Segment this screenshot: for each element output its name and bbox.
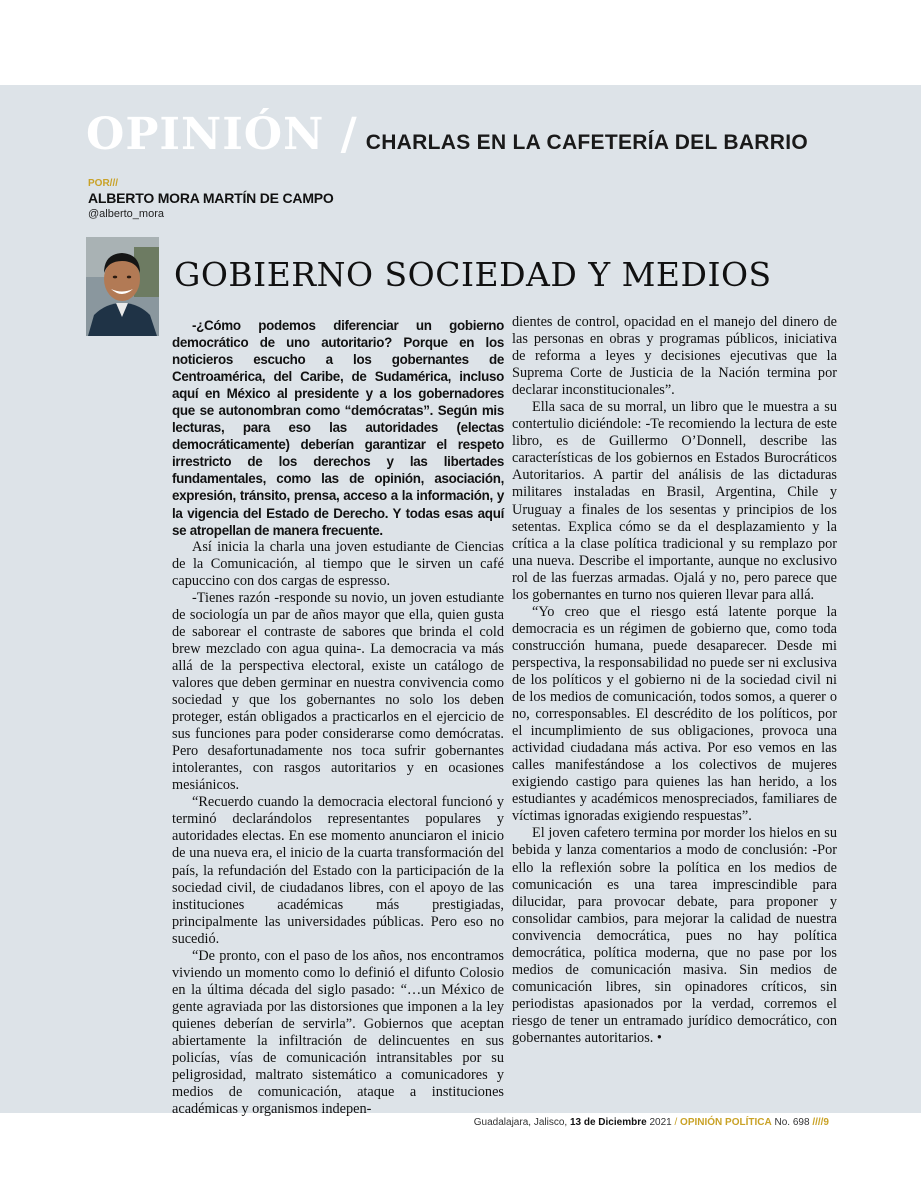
article-page <box>0 85 921 1118</box>
article-paragraph: dientes de control, opacidad en el manejo del dinero de las personas en obras y programas públicos, iniciativa de reforma a leyes y decisiones ejecutivas que la Suprema Corte de Justicia de la Nación termina por declarar inconstitucionales”. <box>512 314 837 399</box>
article-paragraph: “Yo creo que el riesgo está latente porque la democracia es un régimen de gobierno que, como toda construcción humana, puede desaparecer. Desde mi perspectiva, la responsabilidad no puede ser ni exclusiva de los políticos y el gobierno ni de la sociedad civil ni de los medios de comunicación, todos somos, a querer o no, corresponsables. El descrédito de los políticos, por el incumplimiento de sus obligaciones, provoca una actividad ciudadana más activa. Por eso vemos en las calles manifestándose a los colectivos de mujeres exigiendo castigo para quienes las han herido, a los estudiantes y académicos menospreciados, familiares de víctimas ignoradas exigiendo respuestas”. <box>512 603 837 825</box>
article-column-right <box>512 314 837 1047</box>
section-header <box>86 109 808 160</box>
article-column-left <box>172 317 504 1118</box>
footer-date: 13 de Diciembre <box>569 1117 647 1128</box>
section-title: OPINIÓN / <box>86 109 358 160</box>
author-handle[interactable]: @alberto_mora <box>88 208 164 220</box>
footer-publication: OPINIÓN POLÍTICA <box>680 1117 772 1128</box>
footer-year: 2021 <box>649 1117 672 1128</box>
column-title: CHARLAS EN LA CAFETERÍA DEL BARRIO <box>365 131 808 154</box>
article-paragraph: Así inicia la charla una joven estudiante de Ciencias de la Comunicación, al tiempo que le sirven un café capuccino con dos cargas de espresso. <box>172 538 504 589</box>
page-footer <box>474 1117 829 1128</box>
byline-label: POR/// <box>88 178 119 189</box>
author-name: ALBERTO MORA MARTÍN DE CAMPO <box>88 190 334 206</box>
footer-issue: No. 698 <box>774 1117 810 1128</box>
author-photo <box>86 237 159 336</box>
author-portrait-icon <box>86 237 159 336</box>
footer-place: Guadalajara, Jalisco, <box>473 1117 568 1128</box>
article-lead: -¿Cómo podemos diferenciar un gobierno democrático de uno autoritario? Porque en los noticieros escucho a los gobernantes de Centroamérica, del Caribe, de Sudamérica, incluso aquí en México al presidente y a los gobernadores que se autonombran como “demócratas”. Según mis lecturas, para eso las autoridades (electas democráticamente) deberían garantizar el respeto irrestricto de los derechos y las libertades fundamentales, como las de opinión, asociación, expresión, tránsito, prensa, acceso a la información, y la vigencia del Estado de Derecho. Y todas esas aquí se atropellan de manera frecuente. <box>172 318 504 538</box>
article-paragraph: El joven cafetero termina por morder los hielos en su bebida y lanza comentarios a modo de conclusión: -Por ello la reflexión sobre la política en los medios de comunicación es una tarea imprescindible para dilucidar, para provocar debate, para proponer y consolidar cambios, para mejorar la calidad de nuestra convivencia democrática, pues no hay política democrática, política moderna, que no pase por los medios de comunicación masiva. Sin medios de comunicación libres, sin opinadores críticos, sin periodistas apasionados por la verdad, corremos el riesgo de tener un entramado jurídico democrático, con gobernantes autoritarios. • <box>512 825 837 1046</box>
page-number: ////9 <box>812 1117 829 1128</box>
article-paragraph: -Tienes razón -responde su novio, un joven estudiante de sociología un par de años mayor que ella, quien gusta de saborear el contraste de sabores que brinda el cold brew mezclado con agua quina-. La democracia va más allá de la perspectiva electoral, existe un catálogo de valores que deben germinar en nuestra convivencia como sociedad y que los gobernantes no solo los deben proteger, están obligados a practicarlos en el ejercicio de sus funciones para poder considerarse como demócratas. Pero desafortunadamente nos toca sufrir gobernantes intolerantes, con rasgos autoritarios y en ocasiones mesiánicos. <box>172 589 504 794</box>
article-paragraph: Ella saca de su morral, un libro que le muestra a su contertulio diciéndole: -Te recomiendo la lectura de este libro, es de Guillermo O’Donnell, describe las características de los gobiernos en Estados Burocráticos Autoritarios. A partir del análisis de las dictaduras militares instaladas en Brasil, Argentina, Chile y Uruguay a finales de los sesentas y principios de los setentas. Explica cómo se da el desplazamiento y la crítica a la clase política tradicional y su remplazo por una nueva. Describe el importante, aunque no exclusivo rol de las fuerzas armadas. Ojalá y no, pero parece que los gobernantes en turno nos quieren llevar para allá. <box>512 399 837 603</box>
article-headline: GOBIERNO SOCIEDAD Y MEDIOS <box>174 255 772 294</box>
footer-separator: / <box>674 1117 678 1128</box>
byline <box>88 178 334 221</box>
article-paragraph: “De pronto, con el paso de los años, nos encontramos viviendo un momento como lo definió el difunto Colosio en la última década del siglo pasado: “…un México de gente agraviada por las distorsiones que imponen a la ley quienes deberían de servirla”. Gobiernos que aceptan abiertamente la infiltración de delincuentes en sus policías, vías de comunicación intransitables por su peligrosidad, maltrato sistemático a comunicadores y medios de comunicación, ataque a instituciones académicas y organismos indepen- <box>172 947 504 1118</box>
article-paragraph: “Recuerdo cuando la democracia electoral funcionó y terminó declarándolos representantes populares y autoridades electas. En ese momento anunciaron el inicio de una nueva era, el inicio de la cuarta transformación del país, la refundación del Estado con la participación de la sociedad civil, de ciudadanos libres, con el apoyo de las instituciones académicas más prestigiadas, principalmente las universidades públicas. Pero eso no sucedió. <box>172 794 504 947</box>
